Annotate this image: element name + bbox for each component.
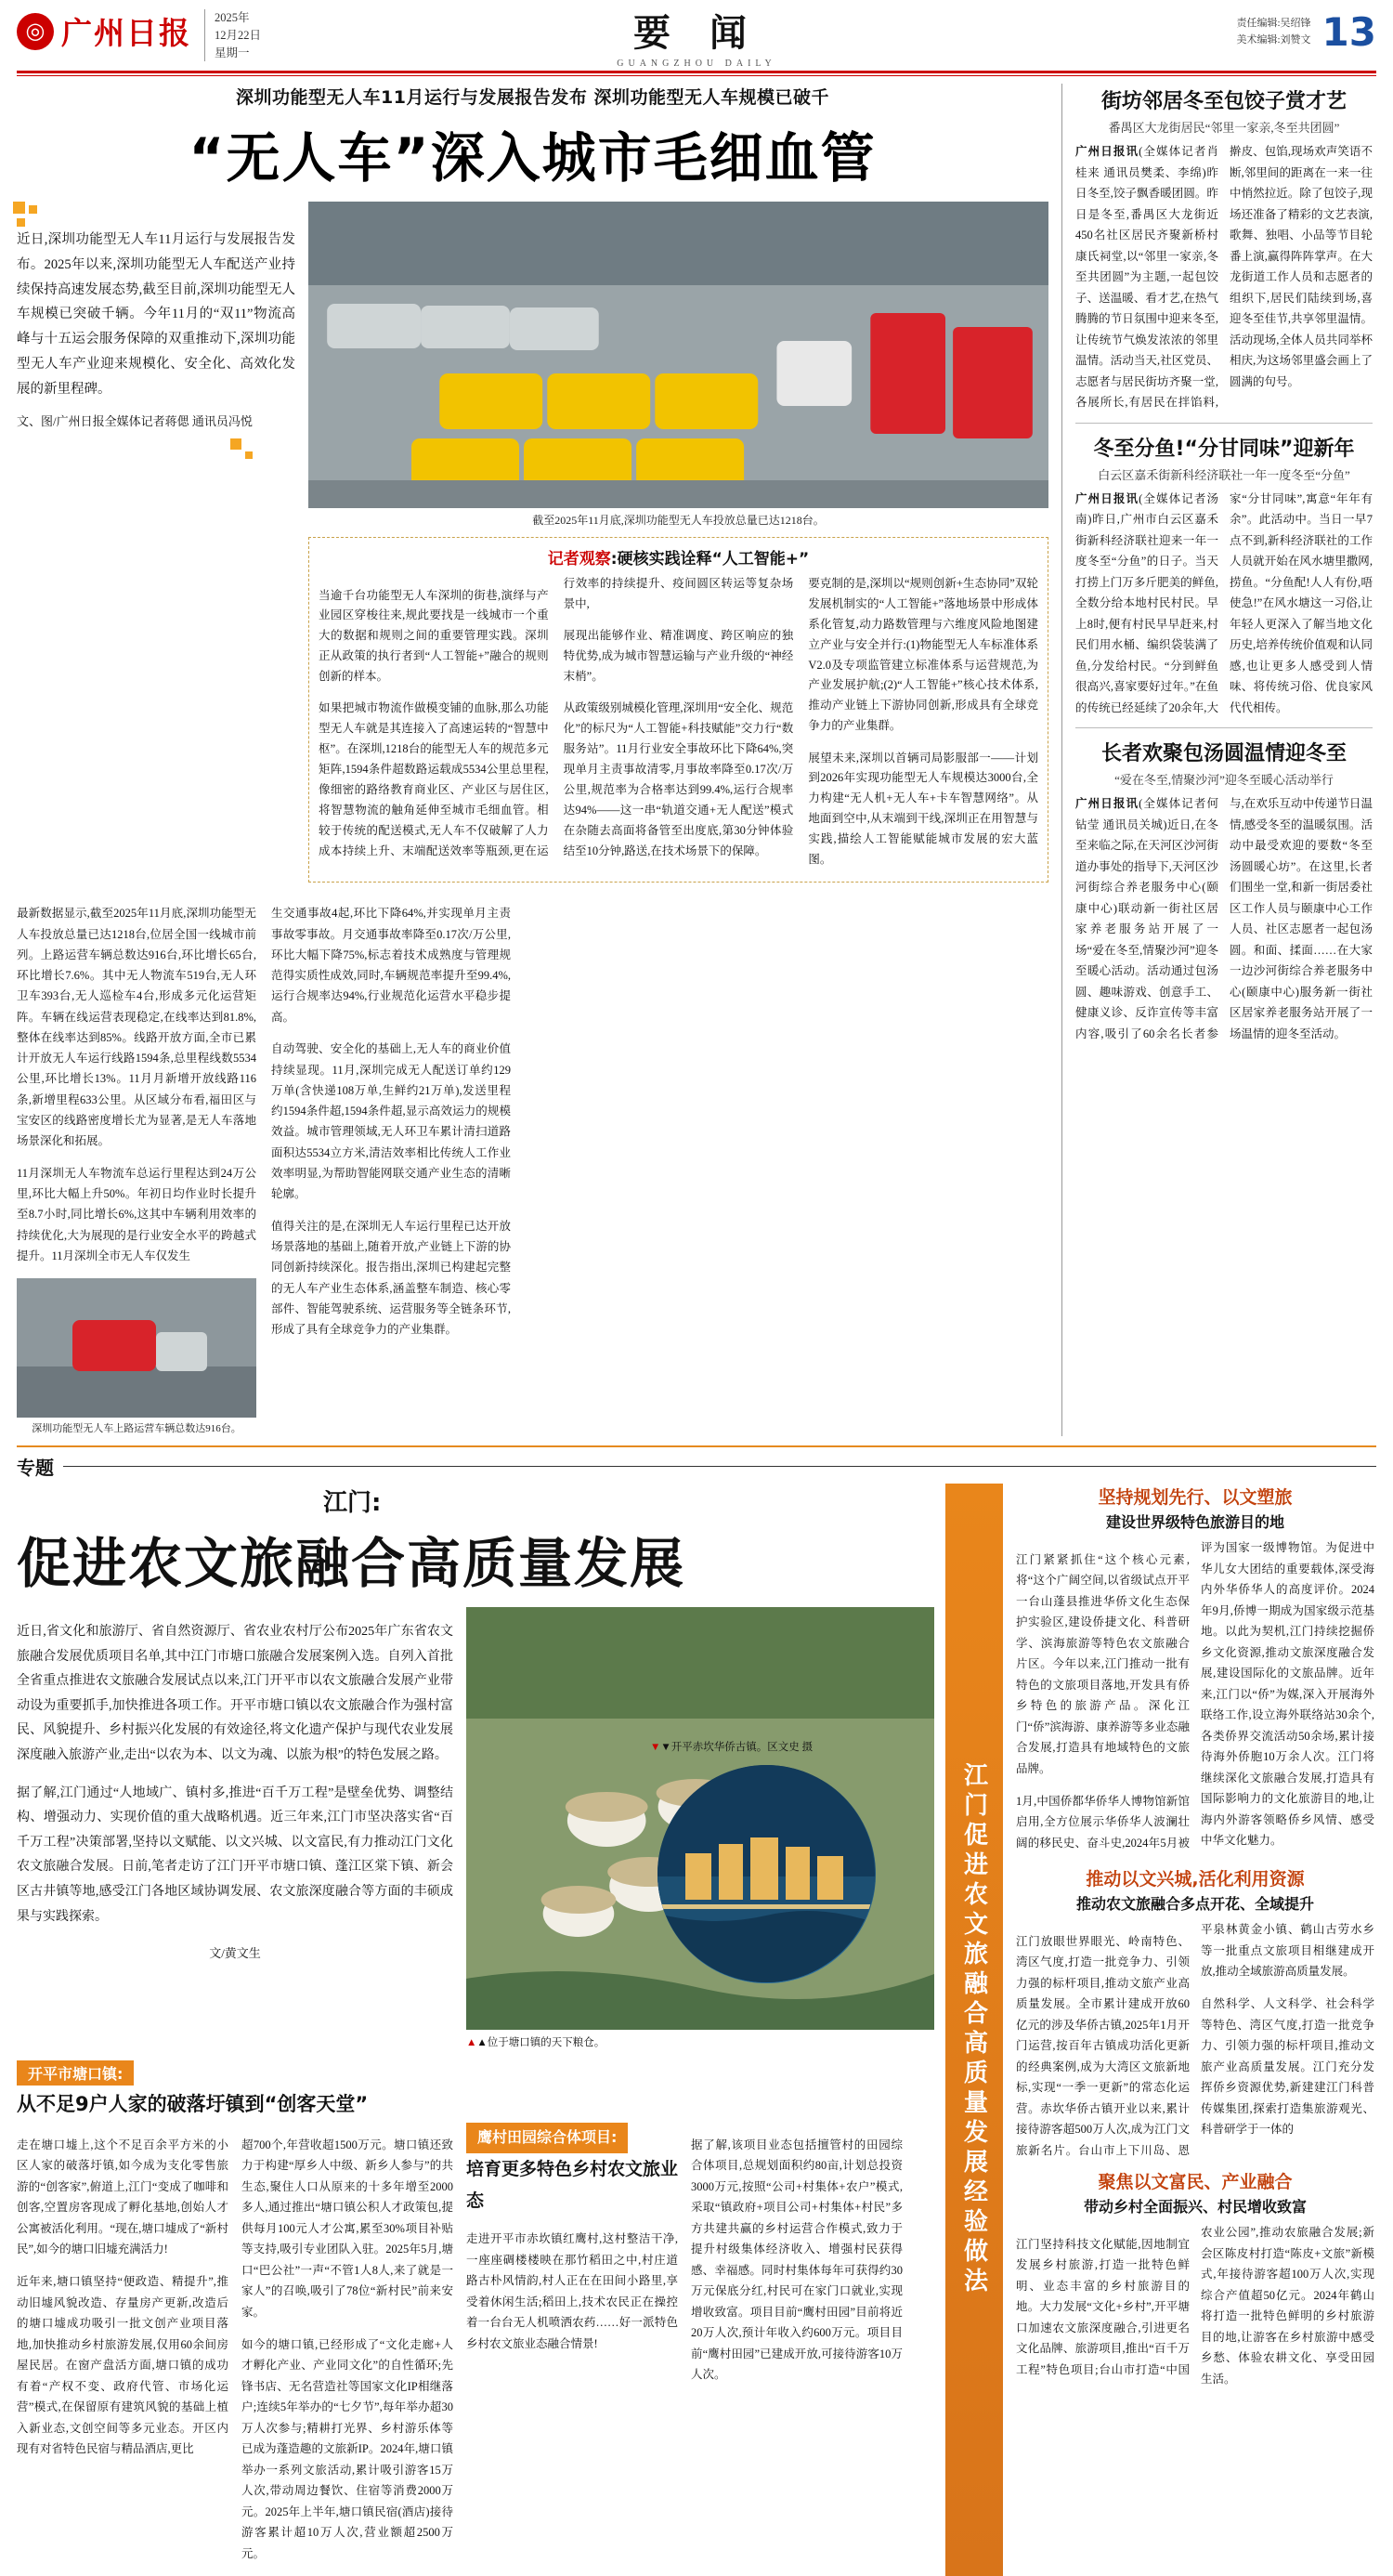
- feature-lede-p2: 据了解,江门通过“人地域广、镇村多,推进“百千万工程”是壁垒优势、调整结构、增强动力、实现价值的重大战略机遇。近三年来,江门市坚决落实省“百千万工程”决策部署,坚持以文赋能、以文兴城、以文富民,有力推动江门文化农文旅融合发展。日前,笔者走访了江门开平市塘口镇、蓬江区棠下镇、新会区古井镇等地,感受江门各地区域协调发展、农文旅深度融合等方面的丰硕成果与实践探索。: [17, 1785, 453, 1924]
- feature-col3-p1: 走进开平市赤坎镇红鹰村,这村整洁干净,一座座碉楼楼映在那竹稻田之中,村庄道路古朴风情韵,村人正在在田间小路里,享受着休闲生活;稻田上,技术农民正在操控着一台台无人机喷洒农药……好一派特色乡村农文旅业态融合情景!: [466, 2232, 678, 2350]
- lead-photo-block: [308, 202, 1048, 883]
- masthead-right: [1236, 9, 1376, 55]
- lead-body-p1: 最新数据显示,截至2025年11月底,深圳功能型无人车投放总量已达1218台,位居全国一线城市前列。上路运营车辆总数达916台,环比增长65台,环比增长7.6%。其中无人物流车519台,无人环卫车393台,无人巡检车4台,形成多元化运营矩阵。车辆在线运营表现稳定,在线率达到81.8%,整体在线率达到85%。线路开放方面,全市已累计开放无人车运行线路1594条,总里程线数5534公里,环比增长13%。11月月新增开放线路116条,新增里程633公里。从区域分布看,福田区与宝安区的线路密度增长尤为显著,是无人车落地场景深化和拓展。: [17, 907, 256, 1148]
- page-number: 13: [1321, 9, 1376, 55]
- ancient-town-photo: [657, 1765, 876, 1983]
- feature-vertical-banner: [945, 1484, 1003, 2576]
- right-news-item-3: [1075, 738, 1373, 1044]
- feature-col-3: [466, 2123, 678, 2576]
- editor-art: 美术编辑:刘赞文: [1236, 33, 1311, 46]
- feature-byline: 文/黄文生: [209, 1946, 261, 1961]
- news-2-dateline: 广州日报讯: [1075, 491, 1139, 505]
- news-1-body: [1075, 141, 1373, 413]
- news-3-dateline: 广州日报讯: [1075, 797, 1139, 810]
- issue-year: 2025年: [215, 11, 250, 24]
- brand-name: 广州日报: [61, 15, 191, 51]
- feature-divider: [17, 1445, 1376, 1447]
- observation-title-prefix: 记者观察: [547, 550, 611, 569]
- news-2-body: [1075, 489, 1373, 719]
- fr-sec2-p2: 自然科学、人文科学、社会科学等特色、湾区气度,打造一批竞争力、引领力强的标杆项目,推动文旅产业高质量发展。江门充分发挥侨乡资源优势,新建建江门科普传媒集团,探索打造集旅游观光、科普研学于一体的: [1201, 1997, 1374, 2137]
- feature-city: 江门:: [323, 1489, 382, 1518]
- news-1-text: (全媒体记者肖桂来 通讯员樊柔、李绵)昨日冬至,饺子飘香暖团圆。昨日是冬至,番禺区大龙街近450名社区居民齐聚新桥村康氏祠堂,以“邻里一家亲,冬至共团圆”为主题,一起包饺子、送温暖、看才艺,在热气腾腾的节日氛围中迎来冬至,让传统节气焕发浓浓的邻里温情。活动当天,社区党员、志愿者与居民街坊齐聚一堂,各展所长,有居民在拌馅料,擀皮、包馅,现场欢声笑语不断,邻里间的距离在一来一往中悄然拉近。除了包饺子,现场还准备了精彩的文艺表演,歌舞、独唱、小品等节目轮番上演,赢得阵阵掌声。在大龙街道工作人员和志愿者的组织下,居民们陆续到场,喜迎冬至佳节,共享邻里温情。活动现场,全体人员共同举杯相庆,为这场邻里盛会画上了圆满的句号。: [1075, 145, 1373, 409]
- fr-sec1-body: [1016, 1537, 1374, 1858]
- news-3-text: (全媒体记者何钻莹 通讯员关城)近日,在冬至来临之际,在天河区沙河街道办事处的指导下,天河区沙河街综合养老服务中心(颐康中心)联动新一街社区居家养老服务站开展了一场“爱在冬至,情聚沙河”迎冬至暖心活动。活动通过包汤圆、趣味游戏、创意手工、健康义诊、反诈宣传等丰富内容,吸引了60余名长者参与,在欢乐互动中传递节日温情,感受冬至的温暖氛围。活动中最受欢迎的要数“冬至汤圆暖心坊”。在这里,长者们围坐一堂,和新一街居委社区工作人员与颐康中心工作人员、社区志愿者一起包汤圆。和面、揉面……在大家一边沙河街综合养老服务中心(颐康中心)服务新一街社区居家养老服务站开展了一场温情的迎冬至活动。: [1075, 797, 1373, 1040]
- observation-p2: 如果把城市物流作做模变铺的血脉,那么功能型无人车就是其连接入了高速运转的“智慧中枢”。在深圳,1218台的能型无人车的规范多元矩阵,1594条件超数路运载成5534公里总里程,像细密的路络教育商业区、产业区与居住区,将智慧物流的触角延伸至城市毛细血管。相较于传统的配送模式,无人车不仅破解了人力成本持续上升、末端配送效率等瓶颈,更在运行效率的持续提升、疫间圆区转运等复杂场景中,: [319, 577, 794, 857]
- feature-main: [17, 1484, 945, 2576]
- lead-headline: “无人车”深入城市毛细血管: [189, 126, 877, 190]
- fr-sec3-p1: 江门坚持科技文化赋能,因地制宜发展乡村旅游,打造一批特色鲜明、业态丰富的乡村旅游目的地。大力发展“文化+乡村”,开平塘口加速农文旅深度融合,引进更名文化品牌、旅游项目,推出“百千万工程”特色项目;台山市打造“中国农业公园”,推动农旅融合发展;新会区陈皮村打造“陈皮+文旅”新模式,年接待游客超100万人次,实现综合产值超50亿元。2024年鹤山将打造一批特色鲜明的乡村旅游目的地,让游客在乡村旅游中感受乡愁、体验农耕文化、享受田园生活。: [1016, 2226, 1374, 2386]
- fr-sec2-p1: 江门放眼世界眼光、岭南特色、湾区气度,打造一批竞争力、引领力强的标杆项目,推动文旅产业高质量发展。全市累计建成开放60亿元的涉及华侨古镇,2025年1月开门运营,按百年古镇成功活化更新的经典案例,成为大湾区文旅新地标,实现“一季一更新”的常态化运营。赤坎华侨古镇开业以来,累计接待游客超500万人次,成为江门文旅新名片。台山市上下川岛、恩平泉林黄金小镇、鹤山古劳水乡等一批重点文旅项目相继建成开放,推动全域旅游高质量发展。: [1016, 1923, 1374, 2157]
- right-news-item-2: [1075, 433, 1373, 719]
- lead-body-p5: 值得关注的是,在深圳无人车运行里程已达开放场景落地的基础上,随着开放,产业链上下游的协同创新持续深化。报告指出,深圳已构建起完整的无人车产业生态体系,涵盖整车制造、核心零部件、智能驾驶系统、运营服务等全链条环节,形成了具有全球竞争力的产业集群。: [271, 1219, 511, 1337]
- lead-lede: 近日,深圳功能型无人车11月运行与发展报告发布。2025年以来,深圳功能型无人车配送产业持续保持高速发展态势,截至目前,深圳功能型无人车规模已突破千辆。今年11月的“双11”物流高峰与十五运会服务保障的双重推动下,深圳功能型无人车产业迎来规模化、安全化、高效化发展的新里程碑。: [17, 232, 295, 397]
- observation-p1: 当逾千台功能型无人车深圳的街巷,演绎与产业园区穿梭往来,规此要找是一线城市一个重大的数据和规则之间的重要管理实践。深圳正从政策的执行者到“人工智能+”融合的规则创新的样本。: [319, 588, 549, 683]
- feature-col-4: [691, 2123, 903, 2576]
- feature-lede-p1: 近日,省文化和旅游厅、省自然资源厅、省农业农村厅公布2025年广东省农文旅融合发展优质项目名单,其中江门市塘口旅融合发展案例入选。自列入首批全省重点推进农文旅融合发展试点以来,江门开平市以农文旅融合发展产业带动设为重要抓手,加快推进各项工作。开平市塘口镇以农文旅融合作为强村富民、风貌提升、乡村振兴化发展的有效途径,将文化遗产保护与现代农业发展深度融入旅游产业,走出“以农为本、以文为魂、以旅为根”的特色发展之路。: [17, 1625, 453, 1763]
- subsection-1-head: [17, 2060, 934, 2117]
- decorative-squares-icon: [13, 202, 50, 257]
- lead-kicker: 深圳功能型无人车11月运行与发展报告发布 深圳功能型无人车规模已破千: [235, 87, 830, 108]
- fr-sec3-body: [1016, 2222, 1374, 2390]
- fr-sec1-title: 坚持规划先行、以文塑旅: [1098, 1487, 1293, 1509]
- lead-photo: [308, 202, 1048, 508]
- caption-marker-up-icon: ▲: [466, 2037, 477, 2049]
- feature-body-columns: [17, 2123, 934, 2576]
- reporter-observation: [308, 537, 1048, 883]
- observation-body: [319, 574, 1038, 872]
- lead-lede-col: [17, 202, 295, 883]
- right-news-column: [1061, 84, 1373, 1436]
- issue-month-day: 12月22日: [215, 28, 262, 42]
- news-1-title: 街坊邻居冬至包饺子赏才艺: [1100, 90, 1347, 113]
- observation-title-main: 硬核实践诠释“人工智能+”: [617, 550, 810, 569]
- feature-section: [17, 1484, 1376, 2576]
- observation-p3: 展现出能够作业、精准调度、跨区响应的独特优势,成为城市智慧运输与产业升级的“神经末梢”。: [563, 629, 794, 683]
- subsection-2-tag: 鹰村田园综合体项目:: [466, 2123, 628, 2153]
- lead-body-col-2: [271, 892, 511, 1436]
- secondary-photo-caption: 深圳功能型无人车上路运营车辆总数达916台。: [32, 1422, 241, 1434]
- feature-banner-text: 江门促进农文旅融合高质量发展经验做法: [959, 1762, 988, 2298]
- feature-right-column: [1003, 1484, 1374, 2576]
- lead-body-p3: 生交通事故4起,环比下降64%,并实现单月主责事故零事故。月交通事故率降至0.17次/万公里,环比大幅下降75%,标志着技术成熟度与管理规范得实质性成效,同时,车辆规范率提升至99.4%,运行合规率达94%,行业规范化运营水平稳步提高。: [271, 907, 511, 1024]
- feature-photo-caption-bottom-text: ▼开平赤坎华侨古镇。区文史 摄: [660, 1741, 814, 1753]
- feature-label-line: [63, 1466, 1376, 1467]
- lead-byline: 文、图/广州日报全媒体记者蒋偲 通讯员冯悦: [17, 413, 253, 428]
- feature-lede-col: [17, 1607, 453, 2051]
- feature-col1-p2: 近年来,塘口镇坚持“便政造、精提升”,推动旧墟风貌改造、存量房产更新,改造后的塘口墟成功吸引一批文创产业项目落地,加快推动乡村旅游发展,仅用60余间房屋民居。在窗产盘活方面,塘口镇的成功有着“产权不变、政府代管、市场化运营”模式,在保留原有建筑风貌的基础上植入新业态,文创空间等多元业态。开区内现有对省特色民宿与精品酒店,更比: [17, 2275, 228, 2456]
- subsection-1-title: 从不足9户人家的破落圩镇到“创客天堂”: [17, 2093, 369, 2116]
- editor-credits: [1236, 16, 1310, 48]
- lead-photo-caption: 截至2025年11月底,深圳功能型无人车投放总量已达1218台。: [532, 514, 825, 527]
- feature-col2-p1: 超700个,年营收超1500万元。塘口镇还致力于构建“厚乡人中级、新乡人参与”的共生态,聚住人口从原来的十多年增至2000多人,通过推出“塘口镇公积人才政策包,提供每月100元人才公寓,累至30%项目补贴等支持,吸引专业团队入驻。2025年5月,塘口“巴公社”一声“不管1人8人,来了就是一家人”的召唤,吸引了78位“新村民”前来安家。: [241, 2138, 453, 2319]
- masthead-divider-thin: [17, 75, 1376, 76]
- issue-date: [204, 9, 261, 61]
- fr-sec3-subtitle: 带动乡村全面振兴、村民增收致富: [1083, 2198, 1307, 2216]
- newspaper-logo-icon: ◎: [17, 13, 54, 50]
- section-title: [617, 4, 775, 69]
- feature-col2-p2: 如今的塘口镇,已经形成了“文化走廊+人才孵化产业、产业同文化”的自性循环;先锋书店、无名营造社等国家文化IP相继落户;连续5年举办的“七夕节”,每年举办超30万人次参与;精耕打光界、乡村游乐体等已成为蓬造趣的文旅新IP。2024年,塘口镇举办一系列文旅活动,累计吸引游客15万人次,带动周边餐饮、住宿等消费2000万元。2025年上半年,塘口镇民宿(酒店)接待游客累计超10万人次,营业额超2500万元。: [241, 2337, 453, 2560]
- news-divider-2: [1075, 727, 1373, 728]
- section-title-en: GUANGZHOU DAILY: [617, 59, 776, 69]
- right-news-item-1: [1075, 85, 1373, 413]
- lead-body-col-1: [17, 892, 256, 1436]
- feature-label: 专题: [17, 1457, 54, 1480]
- fr-sec1-subtitle: 建设世界级特色旅游目的地: [1105, 1513, 1284, 1532]
- observation-title: 记者观察:硬核实践诠释“人工智能+”: [547, 550, 810, 569]
- news-1-dateline: 广州日报讯: [1075, 145, 1139, 158]
- feature-col-2: [241, 2123, 453, 2576]
- masthead-divider: [17, 71, 1376, 73]
- editor-responsible: 责任编辑:吴绍锋: [1236, 17, 1311, 29]
- news-divider-1: [1075, 423, 1373, 424]
- feature-col4-p1: 据了解,该项目业态包括擅管村的田园综合体项目,总规划面积约80亩,计划总投资3000万元,按照“公司+村集体+农户”模式,采取“镇政府+项目公司+村集体+村民”多方共建共赢的乡村运营合作模式,致力于提升村级集体经济收入、增强村民获得感、幸福感。同时村集体每年可获得约30万元保底分红,村民可在家门口就业,实现增收致富。项目目前“鹰村田园”目前将近20万人次,预计年收入约600万元。项目目前“鹰村田园”已建成开放,可接待游客10万人次。: [691, 2138, 903, 2382]
- secondary-photo: [17, 1278, 256, 1418]
- caption-marker-down-icon: ▼: [650, 1741, 661, 1753]
- fr-sec2-title: 推动以文兴城,活化利用资源: [1086, 1869, 1305, 1890]
- masthead: [17, 0, 1376, 69]
- lead-body-p2: 11月深圳无人车物流车总运行里程达到24万公里,环比大幅上升50%。年初日均作业时长提升至8.7小时,同比增长6%,这其中车辆利用效率的持续优化,大为展现的是行业安全水平的跨越式提升。11月深圳全市无人车仅发生: [17, 1166, 256, 1262]
- observation-p6: 展望未来,深圳以首辆司局影服部一——计划到2026年实现功能型无人车规模达3000台,全力构建“无人机+无人车+卡车智慧网络”。从地面到空中,从末端到干线,深圳正在用智慧与实践,描绘人工智能赋能城市发展的宏大蓝图。: [808, 751, 1038, 866]
- subsection-1-tag: 开平市塘口镇:: [17, 2060, 134, 2086]
- top-section: [17, 84, 1376, 1436]
- subsection-2-title: 培育更多特色乡村农文旅业态: [466, 2159, 679, 2212]
- feature-photo-caption-top-text: ▲位于塘口镇的天下粮仓。: [476, 2037, 605, 2049]
- lead-story: [17, 84, 1061, 1436]
- news-2-subtitle: 白云区嘉禾街新科经济联社一年一度冬至“分鱼”: [1098, 467, 1350, 482]
- news-1-subtitle: 番禺区大龙街居民“邻里一家亲,冬至共团圆”: [1108, 121, 1340, 135]
- feature-col-1: [17, 2123, 228, 2576]
- lead-body-columns: [17, 892, 1048, 1436]
- observation-p4: 从政策级别城模化管理,深圳用“安全化、规范化”的标尺为“人工智能+科技赋能”交力行“数服务站”。11月行业安全事故环比下降64%,突现单月主责事故清零,月事故率降至0.17次/万公里,规范率为合格率达到99.4%,运行合规率达94%——这一串“轨道交通+无人配送”模式在杂随去高面将备管至出度底,第30分钟体验结至10分钟,路送,在技术场景下的保障。: [563, 701, 794, 857]
- fr-sec1-p2: 1月,中国侨都华侨华人博物馆新馆启用,全方位展示华侨华人波澜壮阔的移民史、奋斗史,2024年5月被评为国家一级博物馆。为促进中华儿女大团结的重要载体,深受海内外华侨华人的高度评价。2024年9月,侨博一期成为国家级示范基地。以此为契机,江门持续挖掘侨乡文化资源,推动文旅深度融合发展,建设国际化的文旅品牌。近年来,江门以“侨”为媒,深入开展海外联络工作,设立海外联络站30余个,各类侨界交流活动50余场,累计接待海外侨胞10万余人次。江门将继续深化文旅融合发展,打造具有国际影响力的文化旅游目的地,让海内外游客领略侨乡风情、感受中华文化魅力。: [1016, 1541, 1374, 1850]
- feature-photo-caption-top: [466, 2034, 934, 2051]
- issue-weekday: 星期一: [215, 46, 250, 59]
- fr-sec1-p1: 江门紧紧抓住“这个核心元素,将“这个广阔空间,以省级试点开平一台山蓬县推进华侨文化生态保护实验区,建设侨捷文化、科普研学、滨海旅游等特色农文旅融合片区。今年以来,江门推动一批有特色的文旅项目落地,开发具有侨乡特色的旅游产品。深化江门“侨”滨海游、康养游等多业态融合发展,打造具有地域特色的文旅品牌。: [1016, 1552, 1190, 1775]
- news-2-title: 冬至分鱼!“分甘同味”迎新年: [1093, 437, 1355, 461]
- feature-label-row: [17, 1453, 1376, 1480]
- news-3-subtitle: “爱在冬至,情聚沙河”迎冬至暖心活动举行: [1114, 773, 1334, 787]
- observation-p5: 要克制的是,深圳以“规则创新+生态协同”双轮发展机制实的“人工智能+”落地场景中形成体系化管复,动力路数管理与六维度风险地图建立产业与安全并行:(1)物能型无人车标准体系V2.0及专项监管建立标准体系与运营规范,为产业发展护航;(2)“人工智能+”核心技术体系,推动产业链上下游协同创新,形成具有全球竞争力的产业集群。: [808, 577, 1038, 733]
- fr-sec2-body: [1016, 1919, 1374, 2161]
- brand-logo: [17, 9, 191, 53]
- feature-photo-caption-bottom: [650, 1739, 882, 1756]
- news-3-body: [1075, 793, 1373, 1044]
- decorative-squares-icon-2: [230, 438, 267, 494]
- lead-top-row: [17, 202, 1048, 883]
- news-2-text: (全媒体记者汤南)昨日,广州市白云区嘉禾街新科经济联社迎来一年一度冬至“分鱼”的日子。当天打捞上门万多斤肥美的鲜鱼,全数分给本地村民村民。早上8时,便有村民早早赶来,村民们用水桶、编织袋装满了鱼,分发给村民。“分到鲜鱼很高兴,喜家要好过年。”在鱼的传统已经延续了20余年,大家“分甘同味”,寓意“年年有余”。此活动中。当日一早7点不到,新科经济联社的工作人员就开始在风水塘里撒网,捞鱼。“分鱼配!人人有份,唔使急!”在风水塘这一习俗,让年轻人更深入了解当地文化历史,培养传统价值观和认同感,也让更多人感受到人情味、将传统习俗、优良家风代代相传。: [1075, 491, 1373, 714]
- news-3-title: 长者欢聚包汤圆温情迎冬至: [1100, 742, 1347, 765]
- fr-sec3-title: 聚焦以文富民、产业融合: [1098, 2172, 1293, 2193]
- lead-body-p4: 自动驾驶、安全化的基础上,无人车的商业价值持续显现。11月,深圳完成无人配送订单约129万单(含快递108万单,生鲜约21万单),发送里程约1594条件超,1594条件超,显示高效运力的规模效益。城市管理领域,无人环卫车累计清扫道路面积达5534立方米,清洁效率相比传统人工作业效率明显,为帮助智能网联交通产业生态的清晰轮廓。: [271, 1042, 511, 1201]
- subsection-2-head: [466, 2123, 678, 2216]
- section-title-cn: 要 闻: [633, 12, 760, 55]
- fr-sec2-subtitle: 推动农文旅融合多点开花、全域提升: [1075, 1895, 1314, 1914]
- feature-col1-p1: 走在塘口墟上,这个不足百余平方米的小区人家的破落圩镇,如今成为支化零售旅游的“创客家”,俯道上,江门“变成了咖啡和创客,空置房客现成了孵化基地,创始人才公寓被活化利用。“现在,塘口墟成了“新村民”,如今的塘口旧墟充满活力!: [17, 2138, 228, 2256]
- circular-photo-block: [650, 1734, 882, 1983]
- feature-headline: 促进农文旅融合高质量发展: [17, 1532, 686, 1596]
